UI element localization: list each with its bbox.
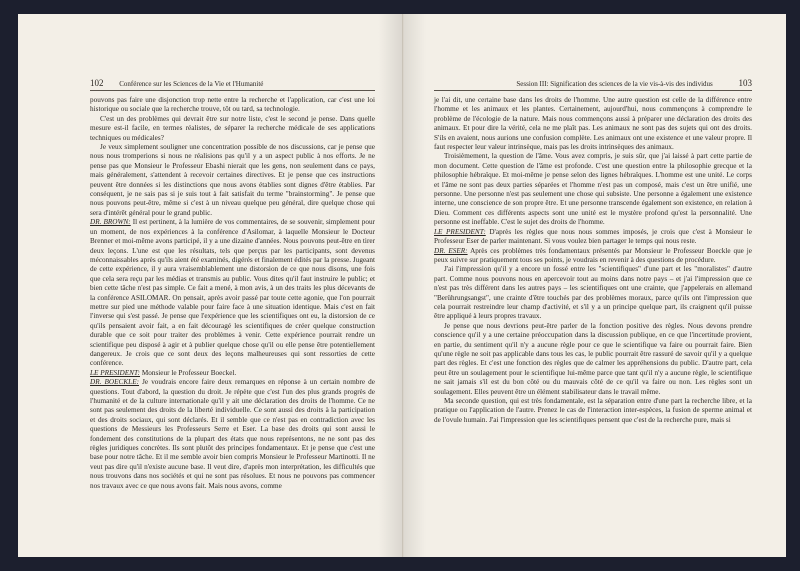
running-head: Conférence sur les Sciences de la Vie et l'Humanité: [119, 80, 264, 88]
paragraph: [90, 96, 375, 115]
open-book: [18, 14, 786, 557]
paragraph-text: Monsieur le Professeur Boeckel.: [141, 368, 237, 377]
left-page-header: [90, 78, 263, 88]
speaker-label: DR. ESER:: [434, 246, 468, 255]
paragraph: [90, 378, 375, 491]
paragraph-text: Je voudrais encore faire deux remarques en réponse à un certain nombre de questions. Tout d'abord, la question du droit. Je répète que c'est l'un des plus grands progrès de l'humanité et de la culture internationale qu'il y ait une déclaration des droits de l'homme. Ce ne sont pas seulement des droits de la liberté individuelle. Ce sont aussi des droits à la participation et des droits sociaux, qui sont déclarés. Et il semble que ce n'est pas en contradiction avec les questions de Messieurs les Professeurs Serre et Eser. La base des droits qui sont aussi le fondement des constitutions de la plupart des états que nous représentons, ne ne sont pas des règles juridiques concrètes. Ils sont plutôt des principes fondamentaux. Et je pense que c'est une base pour notre tâche. Et il me semble avoir bien compris Monsieur le Professeur Martinotti. Il ne veut pas dire qu'il n'existe aucune base. Il veut dire, d'après mon interprétation, les difficultés que nous trouvons dans nos sociétés et qui ne sont pas résolues. Et nous ne pouvons pas commencer nos travaux avec ce que nous avons fait. Mais nous avons, comme: [90, 378, 375, 490]
paragraph-text: Il est pertinent, à la lumière de vos commentaires, de se souvenir, simplement pour un moment, de nos expériences à la conférence d'Asilomar, à laquelle Monsieur le Docteur Brenner et moi-même avons participé, il y a une dizaine d'années. Nous pouvons peut-être en tirer deux leçons. L'une est que les résultats, tels que perçus par les participants, sont devenus méconnaissables après qu'ils aient été examinés, digérés et finalement édités par la presse. Jugeant de cette expérience, il y aura vraisemblablement une distorsion de ce que nous disons, une fois que cela sera reçu par les médias et transmis au public. Vous dites qu'il faut instruire le public; et bien cette tâche n'est pas simple. Ce fait a mené, à mon avis, à un des traits les plus décevants de la conférence ASILOMAR. On pensait, après avoir passé par toute cette agonie, que l'on pourrait mettre sur pied une méthode valable pour faire face à une situation identique. Mais c'est en fait l'inverse qui s'est passé. Je pense que l'expérience que les scientifiques ont eu, la distorsion de ce qu'ils pensaient avoir fait, a en fait découragé les scientifiques de créer quelque construction durable que ce soit pour traiter des problèmes à venir. Cette expérience pourrait rendre un scientifique peu disposé à agir et à publier quelque chose qu'il ou elle pense être potentiellement dangereux. Je crois que ce sont deux des leçons malheureuses qui sont ressorties de cette conférence.: [90, 218, 375, 368]
paragraph-text: C'est un des problèmes qui devrait être sur notre liste, c'est le second je pense. Dans quelle mesure est-il facile, en termes réalistes, de séparer la recherche médicale de ses applications techniques ou médicales?: [90, 114, 375, 142]
paragraph-text: Après ces problèmes très fondamentaux présentés par Monsieur le Professeur Boeckle que je peux suivre sur pratiquement tous ses points, je voudrais en revenir à des questions de procédure.: [434, 246, 752, 264]
paragraph-text: je l'ai dit, une certaine base dans les droits de l'homme. Une autre question est celle de la différence entre l'homme et les animaux et les plantes. Certainement, aujourd'hui, nous commençons à comprendre le problème de l'écologie de la nature. Mais nous commençons aussi à préparer une déclaration des droits des animaux. Et pour dire la vérité, cela ne me plaît pas. Les animaux ne sont pas des sujets qui ont des droits. S'ils en avaient, nous aurions une confusion complète. Les animaux ont une existence et une valeur propre. Il faut respecter leur valeur intrinsèque, mais pas les droits intrinsèques des animaux.: [434, 96, 752, 152]
paragraph: [434, 247, 752, 266]
speaker-label: DR. BOECKLE:: [90, 378, 140, 387]
header-rule: [90, 90, 375, 91]
paragraph-text: J'ai l'impression qu'il y a encore un fossé entre les "scientifiques" d'une part et les "moralistes" d'autre part. Comme nous pouvons nous en apercevoir tout au moins dans notre pays – et j'ai l'impression que ce n'est pas très différent dans les autres pays – les scientifiques ont une crainte, que j'appelerais en allemand "Berührungsangst", une crainte d'être touchés par des problèmes moraux, parce qu'ils ont l'impression que cela pourrait restreindre leur champ d'activité, et s'il y a un principe quelque part, ils craignent qu'il puisse être appliqué à leurs propres travaux.: [434, 265, 752, 321]
running-head: Session III: Signification des sciences de la vie vis-à-vis des individus: [516, 80, 713, 88]
paragraph: [434, 152, 752, 227]
paragraph: [90, 369, 375, 378]
paragraph: [90, 143, 375, 218]
paragraph: [434, 397, 752, 425]
page-number: 102: [90, 78, 104, 88]
paragraph-text: Troisièmement, la question de l'âme. Vous avez compris, je suis sûr, que j'ai laissé à part cette partie de mon document. Cette question de l'âme est profonde. C'est une question entre la philosophie grecque et la philosophie hébraïque. Et moi-même je pense selon des lignes hébraïques. L'homme est une unité. Le corps et l'âme ne sont pas deux parties séparées et l'homme n'est pas un composé, mais c'est un être unifié, une personne. Une personne n'est pas seulement une chose qui subsiste. Une personne a également une existence interne, une conscience de son propre être. Et une personne transcende également son existence, en relation à Dieu. Comment ces différents aspects sont une unité est le mystère profond qu'est la personnalité. Une personne est ineffable. C'est le sujet des droits de l'homme.: [434, 152, 752, 227]
header-rule: [434, 90, 752, 91]
paragraph: [90, 218, 375, 369]
paragraph-text: Je veux simplement souligner une concentration possible de nos discussions, car je pense que nous nous tromperions si nous ne réalisions pas qu'il y a un aspect public à nos efforts. Je ne pense pas que Monsieur le Professeur Ebashi nierait que les gens, non seulement dans ce pays, mais généralement, s'attendent à recevoir certaines directives. Et je pense que ces instructions peuvent être données si les distinctions que nous avons établies sont dignes d'être établies. Par conséquent, je ne sais pas si je suis tout à fait satisfait du terme "brainstorming". Je pense que nous pouvons peut-être, même si c'est à un niveau quelque peu général, dire quelque chose qui sera d'intérêt général pour le grand public.: [90, 143, 375, 217]
right-page: [404, 14, 786, 557]
paragraph-text: Ma seconde question, qui est très fondamentale, est la séparation entre d'une part la recherche libre, et la pratique ou l'application de l'autre. Prenez le cas de l'interaction inter-espèces, la fusion de sperme animal et de l'ovule humain. J'ai l'impression que les scientifiques pensent que c'est de la recherche pure, mais si: [434, 397, 752, 424]
paragraph-text: pouvons pas faire une disjonction trop nette entre la recherche et l'application, car c'est une loi historique ou sociale que la recherche trouve, tôt ou tard, sa technologie.: [90, 96, 375, 114]
left-page: [18, 14, 403, 557]
body-text: [90, 96, 375, 491]
paragraph-text: D'après les règles que nous nous sommes imposés, je crois que c'est à Monsieur le Professeur Eser de parler maintenant. Si vous voulez bien partager le temps qui nous reste.: [434, 227, 752, 246]
page-number: 103: [738, 78, 752, 88]
speaker-label: LE PRESIDENT:: [434, 227, 486, 236]
speaker-label: LE PRESIDENT:: [90, 368, 140, 377]
speaker-label: DR. BROWN:: [90, 218, 131, 227]
paragraph: [434, 96, 752, 152]
paragraph: [434, 228, 752, 247]
paragraph: [434, 265, 752, 321]
right-page-header: [516, 78, 752, 88]
paragraph: [434, 322, 752, 397]
paragraph-text: Je pense que nous devrions peut-être parler de la fonction positive des règles. Nous devons prendre conscience qu'il y a une certaine préoccupation dans la discussion publique, en ce que l'incertitude provient, en partie, du sentiment qu'il n'y a aucune règle pour ce que le scientifique va faire ou pourrait faire. Bien qu'une règle ne soit pas applicable dans tous les cas, le public pourrait être rassuré de savoir qu'il y a quelque part des règles. Et c'est une fonction des règles que de calmer les appréhensions du public. D'autre part, cela peut être un soulagement pour le scientifique lui-même parce que tant qu'il n'y a aucune règle, le scientifique ne sait jamais s'il est du bon côté ou du mauvais côté de ce qu'il va faire ou non. Les règles sont un soulagement. Elles peuvent être un élément stabilisateur dans le travail même.: [434, 321, 752, 396]
paragraph: [90, 115, 375, 143]
body-text: [434, 96, 752, 425]
